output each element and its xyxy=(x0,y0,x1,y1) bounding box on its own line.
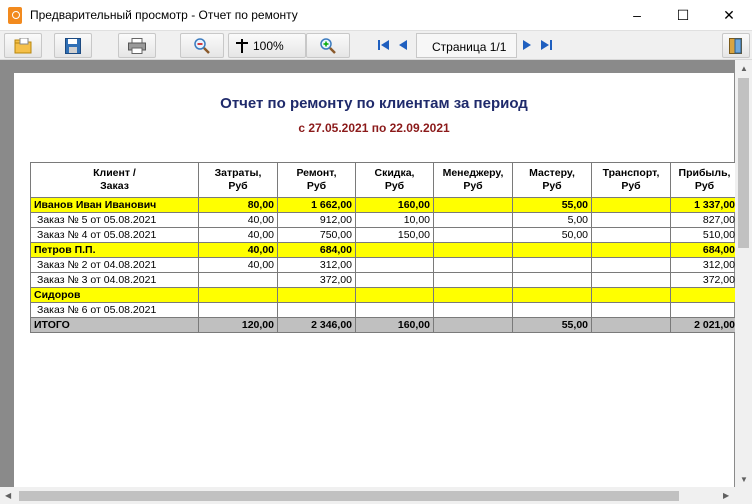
value-cell xyxy=(278,288,356,303)
value-cell xyxy=(592,273,671,288)
value-cell xyxy=(199,273,278,288)
report-period: с 27.05.2021 по 22.09.2021 xyxy=(298,121,450,135)
value-cell: 2 346,00 xyxy=(278,318,356,333)
exit-door-icon xyxy=(729,38,743,54)
value-cell: 750,00 xyxy=(278,228,356,243)
value-cell: 55,00 xyxy=(513,318,592,333)
value-cell: 160,00 xyxy=(356,198,434,213)
column-header: Прибыль, Руб xyxy=(671,163,739,198)
order-row xyxy=(31,258,739,273)
value-cell: 912,00 xyxy=(278,213,356,228)
value-cell: 684,00 xyxy=(278,243,356,258)
first-page-icon[interactable] xyxy=(378,39,390,51)
column-header: Клиент / Заказ xyxy=(31,163,199,198)
value-cell: 150,00 xyxy=(356,228,434,243)
value-cell xyxy=(434,318,513,333)
value-cell xyxy=(513,243,592,258)
report-page xyxy=(14,73,734,493)
value-cell: 312,00 xyxy=(278,258,356,273)
exit-button[interactable] xyxy=(722,33,750,58)
previous-page-icon[interactable] xyxy=(398,39,408,51)
scroll-down-icon[interactable]: ▼ xyxy=(740,475,748,484)
row-label-cell: Иванов Иван Иванович xyxy=(31,198,199,213)
table-header xyxy=(31,163,739,198)
column-header: Ремонт, Руб xyxy=(278,163,356,198)
value-cell: 50,00 xyxy=(513,228,592,243)
value-cell xyxy=(434,288,513,303)
column-header: Затраты, Руб xyxy=(199,163,278,198)
value-cell xyxy=(592,243,671,258)
zoom-in-button[interactable] xyxy=(306,33,350,58)
zoom-in-icon xyxy=(320,38,336,54)
value-cell: 372,00 xyxy=(671,273,739,288)
row-label-cell: Заказ № 3 от 04.08.2021 xyxy=(31,273,199,288)
order-row xyxy=(31,228,739,243)
value-cell xyxy=(592,213,671,228)
value-cell xyxy=(671,303,739,318)
value-cell xyxy=(592,288,671,303)
horizontal-scroll-thumb[interactable] xyxy=(19,491,679,501)
value-cell xyxy=(513,258,592,273)
vertical-scrollbar[interactable] xyxy=(735,60,752,488)
row-label-cell: Заказ № 6 от 05.08.2021 xyxy=(31,303,199,318)
value-cell: 372,00 xyxy=(278,273,356,288)
zoom-out-button[interactable] xyxy=(180,33,224,58)
value-cell: 1 337,00 xyxy=(671,198,739,213)
value-cell xyxy=(592,318,671,333)
value-cell xyxy=(434,303,513,318)
value-cell xyxy=(278,303,356,318)
order-row xyxy=(31,213,739,228)
value-cell xyxy=(434,243,513,258)
row-label-cell: Заказ № 5 от 05.08.2021 xyxy=(31,213,199,228)
order-row xyxy=(31,273,739,288)
page-indicator: Страница 1/1 xyxy=(432,40,507,54)
window-title: Предварительный просмотр - Отчет по ремонту xyxy=(30,8,298,22)
value-cell xyxy=(513,303,592,318)
zoom-level: 100% xyxy=(253,39,284,53)
print-button[interactable] xyxy=(118,33,156,58)
row-label-cell: Петров П.П. xyxy=(31,243,199,258)
scrollbar-corner xyxy=(735,487,752,504)
value-cell: 1 662,00 xyxy=(278,198,356,213)
value-cell: 40,00 xyxy=(199,228,278,243)
value-cell xyxy=(356,303,434,318)
client-row xyxy=(31,288,739,303)
value-cell: 120,00 xyxy=(199,318,278,333)
value-cell xyxy=(513,288,592,303)
open-button[interactable] xyxy=(4,33,42,58)
column-header: Менеджеру, Руб xyxy=(434,163,513,198)
fit-width-icon xyxy=(235,38,249,54)
value-cell xyxy=(592,228,671,243)
floppy-disk-icon xyxy=(65,38,81,54)
printer-icon xyxy=(128,38,146,54)
value-cell: 312,00 xyxy=(671,258,739,273)
value-cell: 160,00 xyxy=(356,318,434,333)
value-cell xyxy=(434,198,513,213)
value-cell xyxy=(356,288,434,303)
value-cell: 5,00 xyxy=(513,213,592,228)
value-cell xyxy=(434,258,513,273)
maximize-button[interactable]: ☐ xyxy=(676,7,690,23)
vertical-scroll-thumb[interactable] xyxy=(738,78,749,248)
app-icon xyxy=(8,7,22,24)
value-cell xyxy=(671,288,739,303)
value-cell xyxy=(356,258,434,273)
value-cell: 684,00 xyxy=(671,243,739,258)
row-label-cell: ИТОГО xyxy=(31,318,199,333)
report-title: Отчет по ремонту по клиентам за период xyxy=(220,95,528,112)
close-button[interactable]: ✕ xyxy=(723,7,735,23)
scroll-right-icon[interactable]: ▶ xyxy=(723,491,730,500)
column-header: Мастеру, Руб xyxy=(513,163,592,198)
value-cell xyxy=(592,258,671,273)
row-label-cell: Заказ № 4 от 05.08.2021 xyxy=(31,228,199,243)
value-cell: 40,00 xyxy=(199,213,278,228)
horizontal-scrollbar[interactable] xyxy=(0,487,735,504)
value-cell xyxy=(199,288,278,303)
value-cell: 827,00 xyxy=(671,213,739,228)
value-cell: 510,00 xyxy=(671,228,739,243)
value-cell xyxy=(592,198,671,213)
toolbar xyxy=(0,31,752,60)
last-page-icon[interactable] xyxy=(540,39,552,51)
title-bar xyxy=(0,0,752,31)
value-cell: 40,00 xyxy=(199,258,278,273)
value-cell xyxy=(434,213,513,228)
scroll-left-icon[interactable]: ◀ xyxy=(5,491,12,500)
value-cell: 10,00 xyxy=(356,213,434,228)
value-cell: 2 021,00 xyxy=(671,318,739,333)
value-cell xyxy=(356,273,434,288)
scroll-up-icon[interactable]: ▲ xyxy=(740,64,748,73)
column-header: Транспорт, Руб xyxy=(592,163,671,198)
save-button[interactable] xyxy=(54,33,92,58)
client-row xyxy=(31,198,739,213)
value-cell: 40,00 xyxy=(199,243,278,258)
row-label-cell: Заказ № 2 от 04.08.2021 xyxy=(31,258,199,273)
value-cell xyxy=(199,303,278,318)
value-cell xyxy=(434,273,513,288)
zoom-out-icon xyxy=(194,38,210,54)
zoom-fit-button[interactable] xyxy=(228,33,306,58)
value-cell xyxy=(513,273,592,288)
total-row xyxy=(31,318,739,333)
value-cell xyxy=(592,303,671,318)
column-header: Скидка, Руб xyxy=(356,163,434,198)
value-cell xyxy=(434,228,513,243)
value-cell: 55,00 xyxy=(513,198,592,213)
minimize-button[interactable]: – xyxy=(633,7,641,23)
page-indicator-field xyxy=(416,33,517,58)
folder-icon xyxy=(14,38,32,54)
report-table xyxy=(30,162,739,333)
order-row xyxy=(31,303,739,318)
client-row xyxy=(31,243,739,258)
value-cell xyxy=(356,243,434,258)
next-page-icon[interactable] xyxy=(522,39,532,51)
value-cell: 80,00 xyxy=(199,198,278,213)
row-label-cell: Сидоров xyxy=(31,288,199,303)
